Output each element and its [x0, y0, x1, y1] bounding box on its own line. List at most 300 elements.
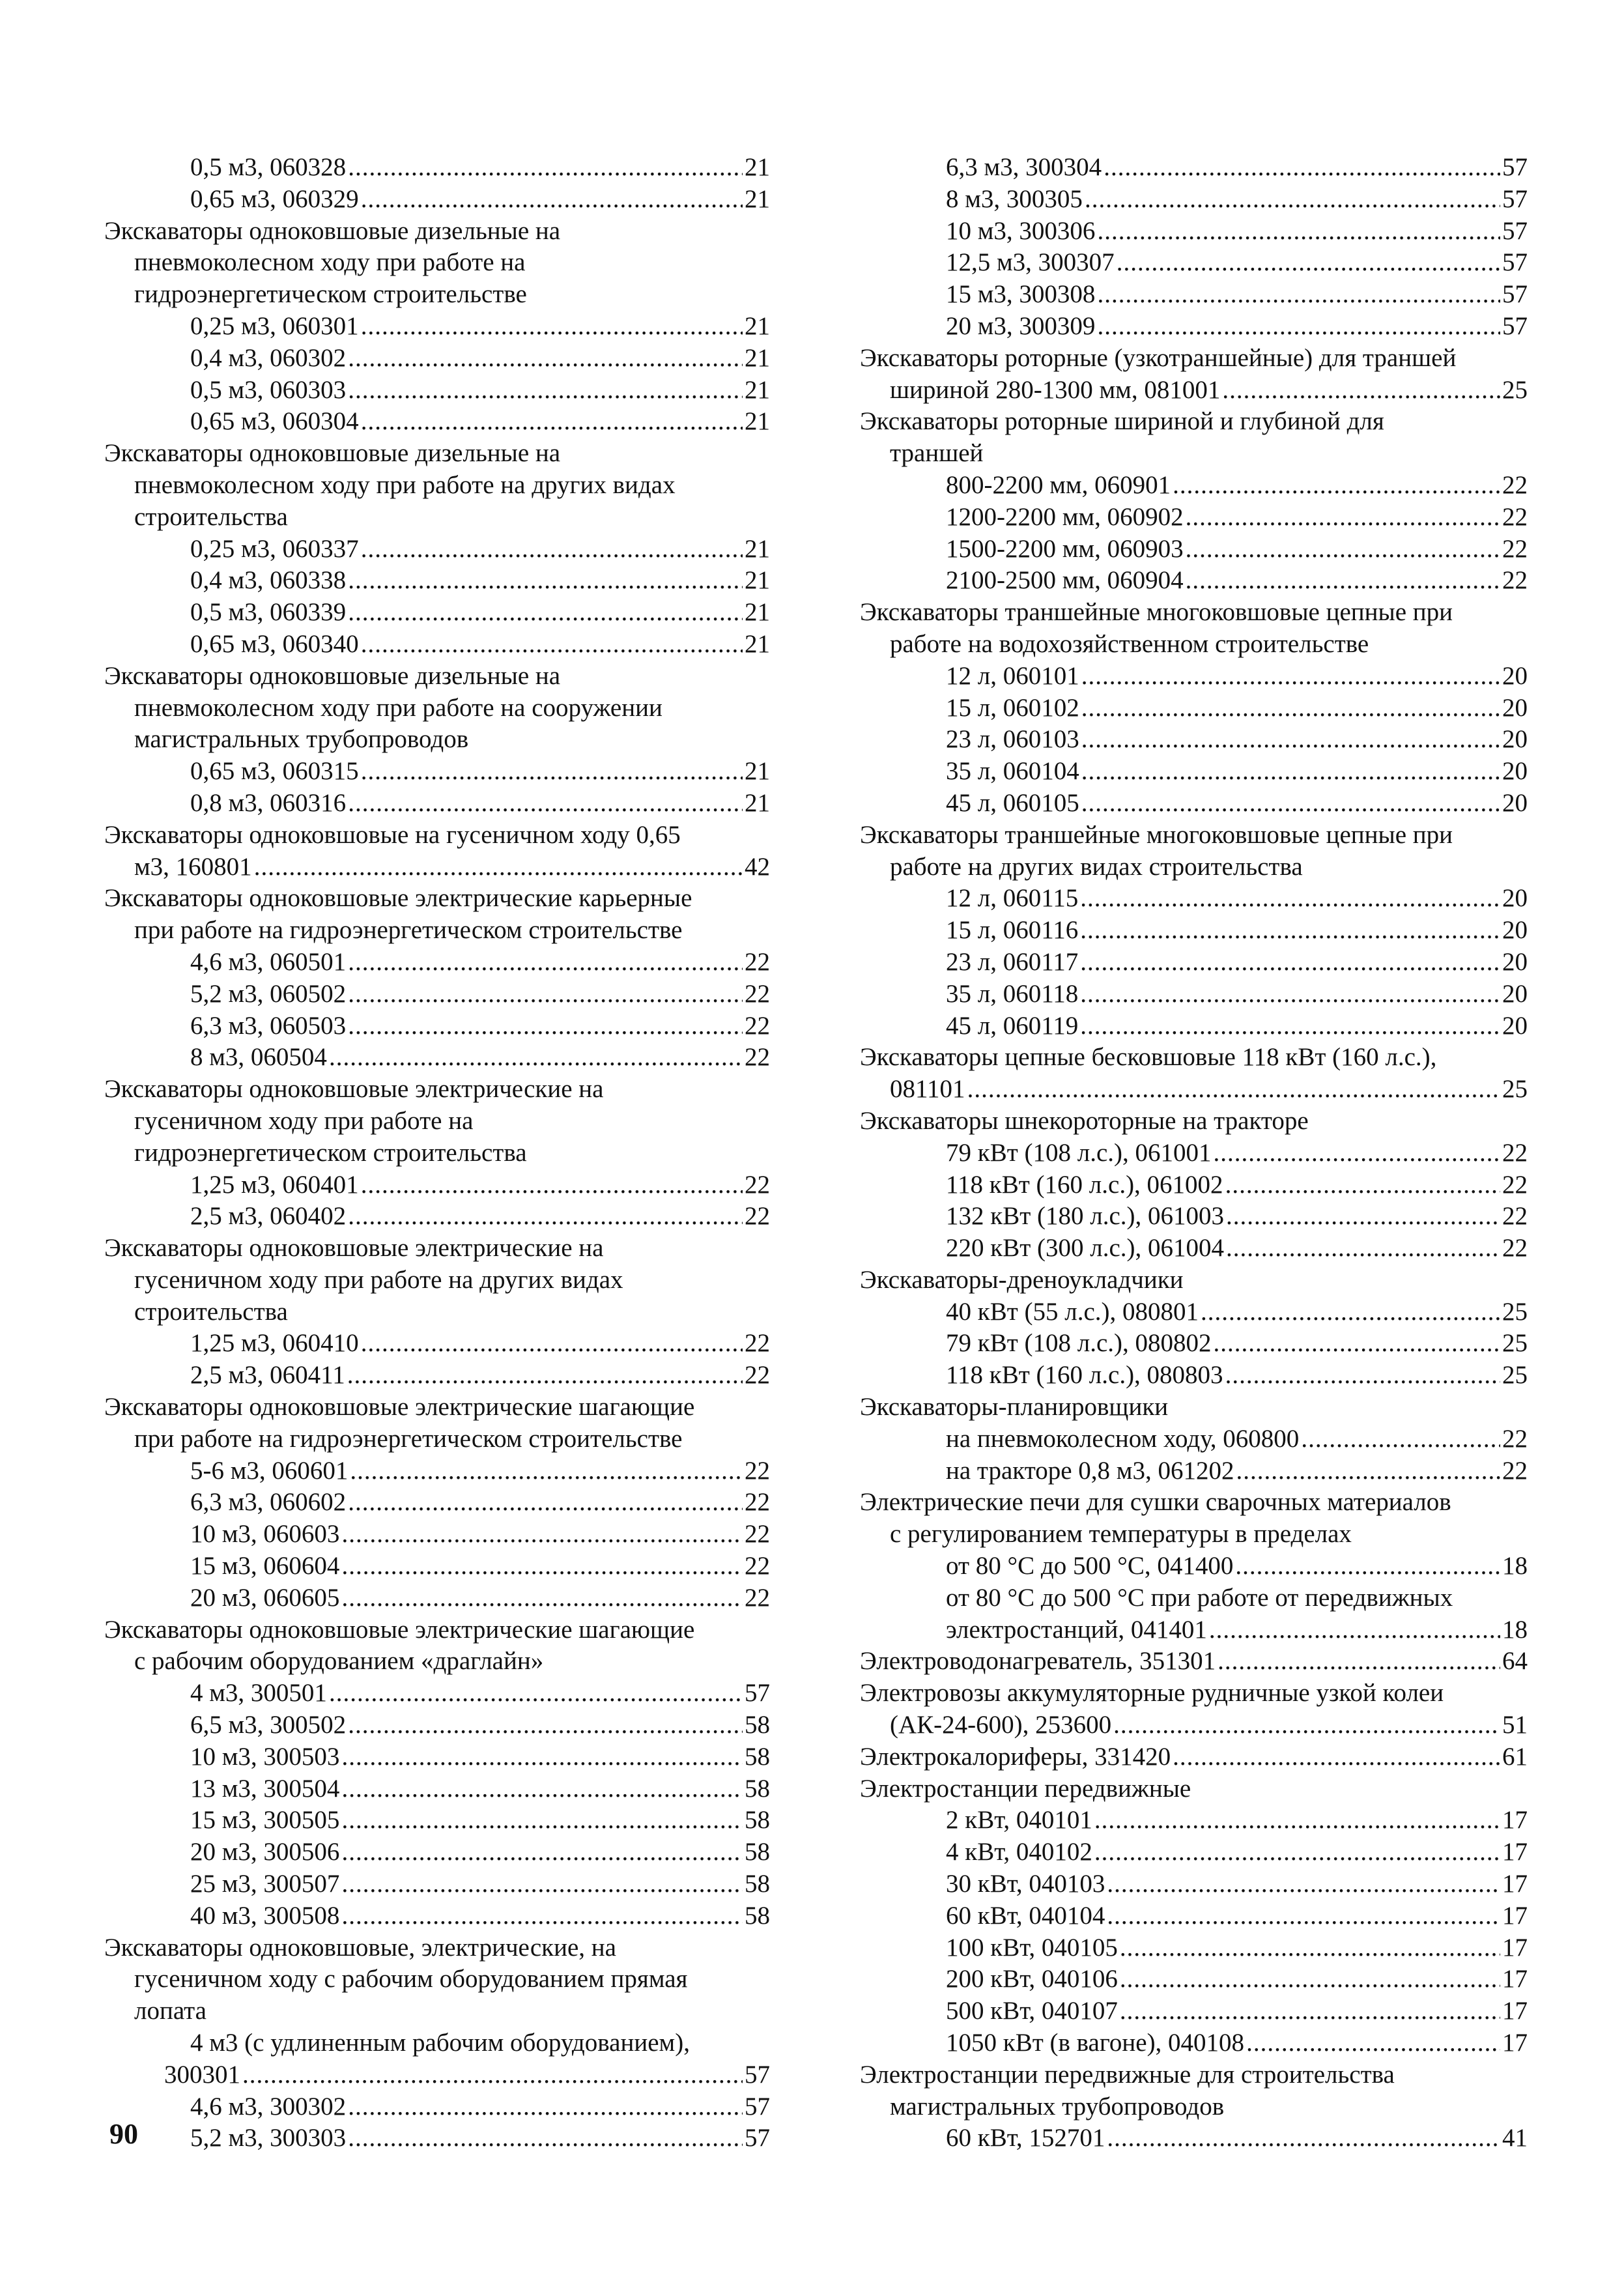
- index-entry-page: 58: [745, 1870, 770, 1898]
- dot-leader: [341, 1741, 743, 1773]
- index-entry-text: строительства: [134, 502, 288, 531]
- index-entry-page: 58: [745, 1711, 770, 1739]
- index-entry-text: Экскаваторы траншейные многоковшовые цепные при: [860, 820, 1453, 849]
- index-entry-text: 220 кВт (300 л.с.), 061004: [946, 1234, 1225, 1263]
- index-entry: [104, 1551, 770, 1582]
- index-heading-line: [104, 1932, 770, 1964]
- index-entry-page: 22: [1502, 566, 1528, 595]
- index-entry-text: электростанций, 041401: [946, 1615, 1207, 1644]
- dot-leader: [1186, 502, 1500, 534]
- dot-leader: [1104, 152, 1500, 184]
- index-entry: [104, 343, 770, 375]
- index-entry-page: 25: [1502, 1297, 1528, 1326]
- index-entry-text: гидроэнергетическом строительства: [134, 1138, 527, 1167]
- dot-leader: [361, 1169, 743, 1201]
- index-entry-text: 081101: [890, 1075, 965, 1104]
- index-entry-page: 17: [1502, 1933, 1528, 1962]
- index-entry-text: от 80 °С до 500 °С при работе от передвижных: [946, 1583, 1453, 1612]
- dot-leader: [348, 979, 743, 1010]
- index-entry-text: от 80 °С до 500 °С, 041400: [946, 1552, 1234, 1580]
- index-entry-text: пневмоколесном ходу при работе на сооружении: [134, 693, 662, 722]
- dot-leader: [1094, 1805, 1500, 1837]
- index-entry-text: м3, 160801: [134, 852, 252, 881]
- dot-leader: [348, 565, 743, 597]
- index-entry: [860, 1010, 1528, 1042]
- index-entry-page: 17: [1502, 1901, 1528, 1930]
- index-entry: [860, 1201, 1528, 1233]
- index-entry-text: 0,25 м3, 060301: [190, 311, 359, 340]
- index-heading-line: [104, 1106, 770, 1137]
- index-heading-line: [860, 2059, 1528, 2091]
- dot-leader: [1107, 1900, 1500, 1932]
- index-entry-page: 21: [745, 375, 770, 404]
- index-entry-page: 22: [1502, 502, 1528, 531]
- index-entry-text: магистральных трубопроводов: [134, 725, 469, 754]
- index-entry-text: 0,5 м3, 060339: [190, 598, 347, 627]
- index-entry-text: при работе на гидроэнергетическом строительстве: [134, 916, 683, 945]
- index-entry-text: 2,5 м3, 060402: [190, 1202, 347, 1231]
- dot-leader: [329, 1042, 743, 1074]
- dot-leader: [348, 2091, 743, 2123]
- index-entry-page: 22: [1502, 1424, 1528, 1453]
- index-entry-text: 4 м3 (с удлиненным рабочим оборудованием),: [190, 2029, 690, 2057]
- index-entry-text: 0,8 м3, 060316: [190, 788, 347, 817]
- index-entry-page: 57: [745, 2060, 770, 2089]
- index-entry: [104, 152, 770, 184]
- dot-leader: [1097, 311, 1500, 343]
- dot-leader: [361, 184, 743, 216]
- index-entry-page: 61: [1502, 1742, 1528, 1771]
- dot-leader: [1225, 1360, 1500, 1392]
- index-entry-page: 17: [1502, 1838, 1528, 1866]
- index-heading-line: [104, 1265, 770, 1296]
- index-entry-text: 4,6 м3, 300302: [190, 2092, 347, 2121]
- index-entry-page: 20: [1502, 661, 1528, 690]
- index-entry: [860, 375, 1528, 407]
- dot-leader: [1097, 216, 1500, 248]
- index-heading-line: [104, 1995, 770, 2027]
- dot-leader: [1246, 2027, 1500, 2059]
- dot-leader: [350, 1455, 743, 1487]
- index-entry-text: 35 л, 060104: [946, 757, 1079, 786]
- index-entry-text: 0,25 м3, 060337: [190, 534, 359, 563]
- index-entry-page: 25: [1502, 1361, 1528, 1390]
- index-entry-page: 21: [745, 184, 770, 213]
- index-heading-line: [104, 883, 770, 915]
- index-entry-text: 2 кВт, 040101: [946, 1806, 1092, 1835]
- index-entry-page: 22: [745, 1552, 770, 1580]
- index-entry: [860, 883, 1528, 915]
- index-entry-page: 20: [1502, 884, 1528, 913]
- index-entry-page: 64: [1502, 1647, 1528, 1676]
- index-entry: [104, 597, 770, 629]
- index-entry-text: строительства: [134, 1297, 288, 1326]
- index-entry-text: 4,6 м3, 060501: [190, 947, 347, 976]
- index-entry: [104, 184, 770, 216]
- dot-leader: [341, 1582, 743, 1614]
- index-heading-line: [104, 1614, 770, 1646]
- dot-leader: [1214, 1137, 1500, 1169]
- dot-leader: [341, 1519, 743, 1551]
- index-entry-text: 45 л, 060105: [946, 788, 1079, 817]
- index-entry-text: 30 кВт, 040103: [946, 1870, 1105, 1898]
- index-entry-page: 21: [745, 566, 770, 595]
- index-entry: [860, 756, 1528, 788]
- index-entry-text: 5,2 м3, 300303: [190, 2124, 347, 2152]
- index-entry: [860, 470, 1528, 502]
- index-entry: [104, 534, 770, 565]
- index-entry: [104, 629, 770, 661]
- index-entry-text: с регулированием температуры в пределах: [890, 1520, 1352, 1549]
- page-number: 90: [109, 2118, 138, 2150]
- index-heading-line: [860, 438, 1528, 470]
- dot-leader: [1186, 534, 1500, 565]
- index-entry-text: Экскаваторы роторные шириной и глубиной для: [860, 407, 1384, 436]
- dot-leader: [1097, 279, 1500, 311]
- dot-leader: [1094, 1837, 1500, 1868]
- index-entry-text: 1200-2200 мм, 060902: [946, 502, 1184, 531]
- index-heading-line: [104, 2027, 770, 2059]
- index-entry: [860, 1964, 1528, 1995]
- index-entry-text: 1,25 м3, 060401: [190, 1170, 359, 1199]
- index-entry: [104, 1201, 770, 1233]
- index-entry-page: 21: [745, 343, 770, 372]
- index-entry-text: пневмоколесном ходу при работе на других видах: [134, 470, 676, 499]
- dot-leader: [361, 1328, 743, 1360]
- index-entry: [860, 565, 1528, 597]
- dot-leader: [1120, 1995, 1500, 2027]
- index-heading-line: [104, 661, 770, 693]
- index-entry-page: 22: [1502, 1456, 1528, 1485]
- index-entry: [104, 947, 770, 979]
- index-entry-text: Электровозы аккумуляторные рудничные узкой колеи: [860, 1679, 1444, 1708]
- index-heading-line: [104, 1233, 770, 1265]
- index-heading-line: [860, 597, 1528, 629]
- index-heading-line: [860, 1582, 1528, 1614]
- index-entry: [860, 915, 1528, 947]
- index-entry-text: 15 м3, 300308: [946, 280, 1096, 309]
- dot-leader: [348, 1010, 743, 1042]
- index-entry-text: Экскаваторы одноковшовые дизельные на: [104, 216, 561, 245]
- index-entry-text: 10 м3, 060603: [190, 1520, 340, 1549]
- index-heading-line: [860, 820, 1528, 851]
- index-entry-page: 42: [745, 852, 770, 881]
- dot-leader: [361, 406, 743, 438]
- index-entry: [860, 1233, 1528, 1265]
- index-entry-text: Экскаваторы роторные (узкотраншейные) для траншей: [860, 343, 1457, 372]
- index-entry-page: 22: [1502, 1234, 1528, 1263]
- dot-leader: [1173, 470, 1500, 502]
- index-entry-page: 21: [745, 153, 770, 181]
- index-heading-line: [104, 1964, 770, 1995]
- dot-leader: [1225, 1169, 1500, 1201]
- dot-leader: [341, 1900, 743, 1932]
- index-entry-text: 12,5 м3, 300307: [946, 248, 1115, 277]
- index-entry-page: 20: [1502, 947, 1528, 976]
- index-entry-page: 22: [745, 1329, 770, 1358]
- index-entry-page: 21: [745, 311, 770, 340]
- index-heading-line: [860, 1106, 1528, 1137]
- index-entry: [104, 375, 770, 407]
- dot-leader: [1186, 565, 1500, 597]
- dot-leader: [1080, 947, 1500, 979]
- index-entry: [104, 1455, 770, 1487]
- index-heading-line: [104, 216, 770, 248]
- dot-leader: [1117, 247, 1500, 279]
- index-entry-text: 500 кВт, 040107: [946, 1997, 1118, 2025]
- index-entry: [104, 1773, 770, 1805]
- index-entry-page: 22: [1502, 1202, 1528, 1231]
- index-entry-page: 58: [745, 1838, 770, 1866]
- index-entry-text: 5-6 м3, 060601: [190, 1456, 349, 1485]
- index-entry-page: 57: [745, 2124, 770, 2152]
- index-entry: [104, 1805, 770, 1837]
- index-heading-line: [104, 1392, 770, 1423]
- index-entry: [104, 1582, 770, 1614]
- index-entry: [860, 1900, 1528, 1932]
- dot-leader: [361, 311, 743, 343]
- dot-leader: [1201, 1296, 1500, 1328]
- index-entry: [860, 1137, 1528, 1169]
- index-entry-page: 22: [745, 1170, 770, 1199]
- index-entry: [104, 1741, 770, 1773]
- index-entry-page: 57: [1502, 184, 1528, 213]
- index-heading-line: [104, 820, 770, 851]
- index-entry-text: 23 л, 060117: [946, 947, 1079, 976]
- index-entry: [860, 1741, 1528, 1773]
- dot-leader: [1107, 2123, 1500, 2154]
- index-entry-page: 20: [1502, 725, 1528, 754]
- dot-leader: [1218, 1646, 1500, 1678]
- index-entry-page: 22: [745, 979, 770, 1008]
- index-entry-text: 15 л, 060102: [946, 693, 1079, 722]
- index-entry-text: гусеничном ходу с рабочим оборудованием прямая: [134, 1965, 688, 1994]
- index-heading-line: [860, 1773, 1528, 1805]
- index-entry-text: 4 м3, 300501: [190, 1679, 327, 1708]
- index-heading-line: [104, 1296, 770, 1328]
- index-entry: [860, 1932, 1528, 1964]
- index-entry-text: 12 л, 060115: [946, 884, 1079, 913]
- index-entry-text: гидроэнергетическом строительстве: [134, 280, 527, 309]
- index-entry-page: 22: [1502, 534, 1528, 563]
- index-entry-text: пневмоколесном ходу при работе на: [134, 248, 526, 277]
- index-heading-line: [104, 470, 770, 502]
- index-entry-text: 0,5 м3, 060303: [190, 375, 347, 404]
- index-entry-page: 22: [1502, 1170, 1528, 1199]
- index-entry-text: Электроводонагреватель, 351301: [860, 1647, 1216, 1676]
- index-entry: [860, 1868, 1528, 1900]
- index-entry: [104, 565, 770, 597]
- dot-leader: [1226, 1201, 1500, 1233]
- index-entry-page: 20: [1502, 693, 1528, 722]
- index-entry-text: Экскаваторы одноковшовые электрические карьерные: [104, 884, 692, 913]
- dot-leader: [1081, 788, 1500, 820]
- index-entry-page: 41: [1502, 2124, 1528, 2152]
- index-entry-page: 22: [745, 1011, 770, 1040]
- dot-leader: [348, 788, 743, 820]
- index-entry-page: 21: [745, 788, 770, 817]
- dot-leader: [341, 1551, 743, 1582]
- dot-leader: [348, 152, 743, 184]
- index-entry-page: 58: [745, 1901, 770, 1930]
- dot-leader: [1235, 1551, 1500, 1582]
- index-entry-text: Экскаваторы-планировщики: [860, 1393, 1169, 1422]
- index-entry-text: 10 м3, 300503: [190, 1742, 340, 1771]
- index-entry-text: 1500-2200 мм, 060903: [946, 534, 1184, 563]
- index-entry-text: 12 л, 060101: [946, 661, 1079, 690]
- index-entry-text: 6,3 м3, 060602: [190, 1488, 347, 1517]
- dot-leader: [1080, 915, 1500, 947]
- index-entry: [860, 2027, 1528, 2059]
- dot-leader: [1209, 1614, 1500, 1646]
- index-entry-text: 8 м3, 300305: [946, 184, 1083, 213]
- index-entry-page: 22: [745, 947, 770, 976]
- index-entry-page: 21: [745, 407, 770, 436]
- index-entry-text: гусеничном ходу при работе на других видах: [134, 1265, 623, 1294]
- index-entry: [860, 247, 1528, 279]
- dot-leader: [1120, 1932, 1500, 1964]
- index-entry: [104, 2059, 770, 2091]
- dot-leader: [1080, 883, 1500, 915]
- dot-leader: [1214, 1328, 1500, 1360]
- index-heading-line: [860, 1487, 1528, 1519]
- index-entry-page: 22: [745, 1361, 770, 1390]
- index-entry-text: 10 м3, 300306: [946, 216, 1096, 245]
- index-entry-page: 22: [745, 1456, 770, 1485]
- index-entry-text: 40 кВт (55 л.с.), 080801: [946, 1297, 1199, 1326]
- index-entry: [860, 1423, 1528, 1455]
- index-entry-text: 2,5 м3, 060411: [190, 1361, 345, 1390]
- index-entry: [860, 1709, 1528, 1741]
- index-heading-line: [860, 1265, 1528, 1296]
- dot-leader: [1080, 1010, 1500, 1042]
- index-entry: [104, 1169, 770, 1201]
- dot-leader: [1107, 1868, 1500, 1900]
- index-heading-line: [104, 247, 770, 279]
- index-entry: [104, 311, 770, 343]
- dot-leader: [348, 375, 743, 407]
- index-entry-text: 6,3 м3, 300304: [946, 153, 1102, 181]
- index-heading-line: [104, 693, 770, 724]
- dot-leader: [1226, 1233, 1500, 1265]
- index-entry-page: 17: [1502, 1870, 1528, 1898]
- index-entry-text: 0,4 м3, 060302: [190, 343, 347, 372]
- index-entry-page: 18: [1502, 1552, 1528, 1580]
- dot-leader: [254, 851, 743, 883]
- index-entry-text: Экскаваторы одноковшовые дизельные на: [104, 661, 561, 690]
- index-entry-text: траншей: [890, 439, 984, 468]
- index-entry-page: 22: [745, 1520, 770, 1549]
- index-entry-text: 800-2200 мм, 060901: [946, 470, 1171, 499]
- index-entry-text: 15 м3, 060604: [190, 1552, 340, 1580]
- index-entry: [860, 1074, 1528, 1106]
- dot-leader: [347, 1360, 743, 1392]
- index-entry-page: 21: [745, 598, 770, 627]
- dot-leader: [341, 1837, 743, 1868]
- index-entry-page: 57: [1502, 153, 1528, 181]
- index-entry-page: 57: [1502, 280, 1528, 309]
- index-entry-text: 0,65 м3, 060329: [190, 184, 359, 213]
- index-entry-page: 22: [745, 1202, 770, 1231]
- index-entry: [860, 216, 1528, 248]
- index-heading-line: [860, 343, 1528, 375]
- index-entry-page: 17: [1502, 1965, 1528, 1994]
- index-entry-text: 6,5 м3, 300502: [190, 1711, 347, 1739]
- index-entry-page: 25: [1502, 1329, 1528, 1358]
- index-entry-text: 118 кВт (160 л.с.), 080803: [946, 1361, 1223, 1390]
- index-entry: [860, 947, 1528, 979]
- index-entry: [104, 1487, 770, 1519]
- index-entry: [860, 788, 1528, 820]
- index-entry-page: 22: [745, 1488, 770, 1517]
- index-entry-page: 20: [1502, 979, 1528, 1008]
- dot-leader: [341, 1868, 743, 1900]
- index-entry-text: (АК-24-600), 253600: [890, 1711, 1112, 1739]
- index-entry-text: Экскаваторы одноковшовые электрические на: [104, 1234, 604, 1263]
- index-entry-page: 18: [1502, 1615, 1528, 1644]
- index-entry: [104, 851, 770, 883]
- index-entry: [860, 1455, 1528, 1487]
- index-entry: [860, 311, 1528, 343]
- index-entry-text: 100 кВт, 040105: [946, 1933, 1118, 1962]
- index-entry-text: 60 кВт, 040104: [946, 1901, 1105, 1930]
- index-entry: [860, 279, 1528, 311]
- index-entry-page: 22: [745, 1583, 770, 1612]
- index-entry-page: 25: [1502, 1075, 1528, 1104]
- index-entry-text: магистральных трубопроводов: [890, 2092, 1225, 2121]
- index-entry: [860, 1646, 1528, 1678]
- index-entry: [860, 152, 1528, 184]
- index-heading-line: [860, 1392, 1528, 1423]
- index-entry-text: при работе на гидроэнергетическом строительстве: [134, 1424, 683, 1453]
- index-entry-page: 58: [745, 1806, 770, 1835]
- index-entry: [860, 693, 1528, 724]
- index-entry-text: 25 м3, 300507: [190, 1870, 340, 1898]
- dot-leader: [1081, 661, 1500, 693]
- index-entry-text: Электростанции передвижные для строительства: [860, 2060, 1395, 2089]
- index-entry-text: Экскаваторы одноковшовые электрические шагающие: [104, 1615, 695, 1644]
- index-entry-text: 0,65 м3, 060340: [190, 629, 359, 658]
- dot-leader: [1085, 184, 1500, 216]
- index-entry: [860, 1551, 1528, 1582]
- index-entry: [104, 1042, 770, 1074]
- index-heading-line: [860, 629, 1528, 661]
- index-heading-line: [860, 1678, 1528, 1709]
- index-entry: [104, 1868, 770, 1900]
- index-entry-text: 45 л, 060119: [946, 1011, 1079, 1040]
- index-entry: [860, 1328, 1528, 1360]
- index-entry-text: гусеничном ходу при работе на: [134, 1106, 474, 1135]
- dot-leader: [1120, 1964, 1500, 1995]
- index-entry: [104, 1837, 770, 1868]
- index-heading-line: [860, 406, 1528, 438]
- index-entry: [104, 2091, 770, 2123]
- index-entry-text: 2100-2500 мм, 060904: [946, 566, 1184, 595]
- index-entry-text: работе на других видах строительства: [890, 852, 1303, 881]
- index-entry-page: 20: [1502, 757, 1528, 786]
- index-entry: [860, 1296, 1528, 1328]
- index-entry-page: 57: [745, 2092, 770, 2121]
- index-heading-line: [860, 851, 1528, 883]
- index-entry-text: 1,25 м3, 060410: [190, 1329, 359, 1358]
- index-entry-text: 132 кВт (180 л.с.), 061003: [946, 1202, 1225, 1231]
- index-entry-text: Экскаваторы одноковшовые на гусеничном ходу 0,65: [104, 820, 681, 849]
- dot-leader: [348, 597, 743, 629]
- dot-leader: [361, 534, 743, 565]
- index-heading-line: [104, 502, 770, 534]
- dot-leader: [348, 1487, 743, 1519]
- dot-leader: [1222, 375, 1500, 407]
